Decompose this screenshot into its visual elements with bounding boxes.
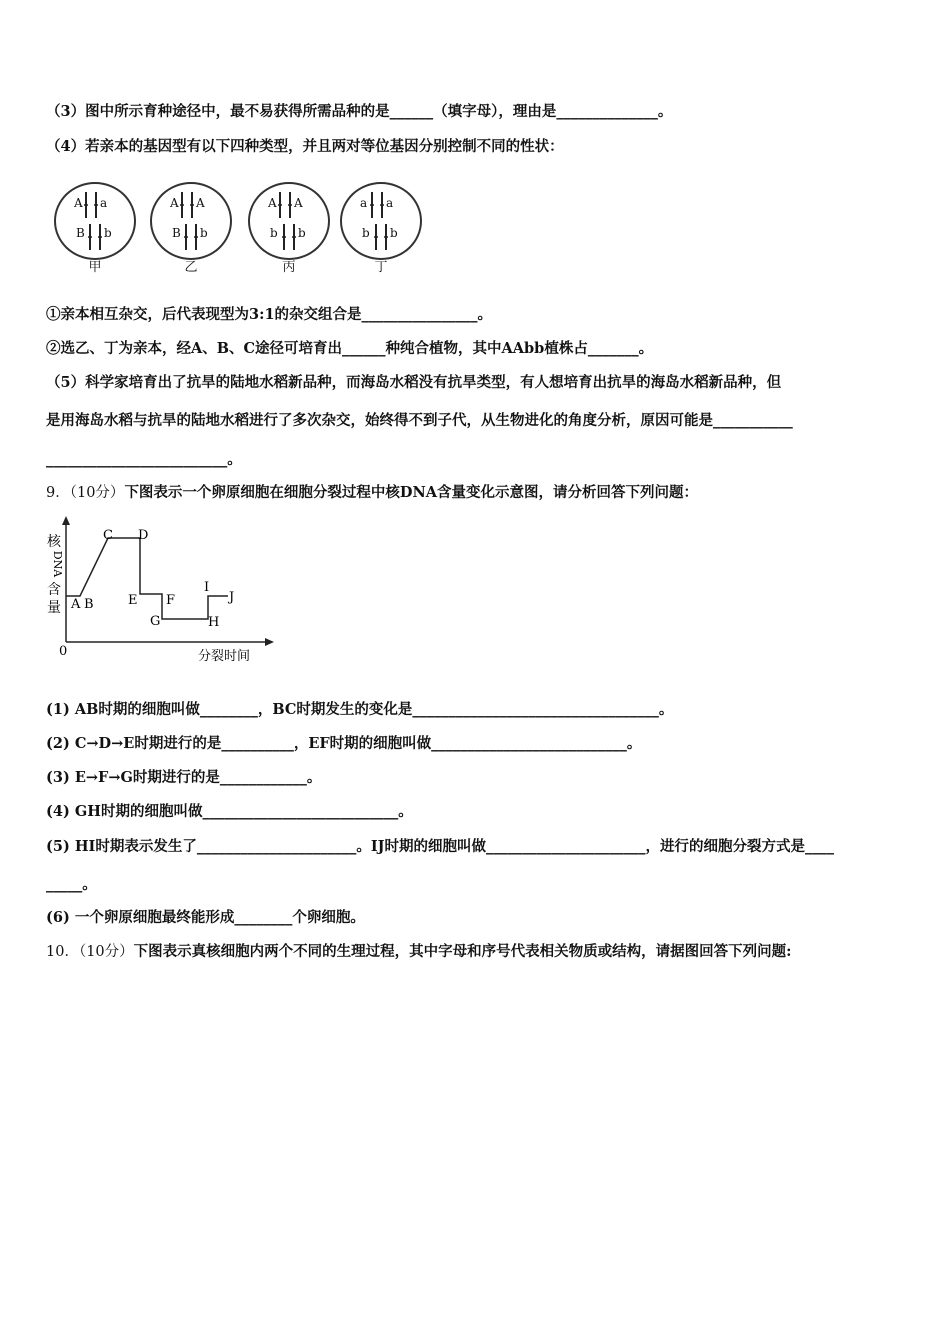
q8-part5-line3: _________________________。 [46, 451, 242, 468]
cell-diagram [50, 178, 140, 278]
allele-label: b [362, 226, 370, 240]
q9-answer-5-line2: _____。 [46, 876, 97, 893]
ylabel-char-4: 量 [47, 600, 61, 616]
chromosome-pairs [250, 184, 328, 258]
q9-answer-1: (1) AB时期的细胞叫做________，BC时期发生的变化是__________________________________。 [46, 701, 674, 718]
cell-label: 丙 [282, 260, 296, 275]
q10-stem-text: 下图表示真核细胞内两个不同的生理过程，其中字母和序号代表相关物质或结构，请据图回答下列问题: [133, 943, 792, 960]
cell-outline [150, 182, 232, 260]
point-label-D: D [138, 528, 149, 543]
dna-content-chart [40, 512, 280, 672]
ylabel-char-3: 含 [47, 582, 61, 598]
q8-part5-line1: （5）科学家培育出了抗旱的陆地水稻新品种，而海岛水稻没有抗旱类型，有人想培育出抗旱的海岛水稻新品种，但 [46, 374, 782, 391]
q10-stem [46, 942, 792, 962]
q10-number: 10．（10分） [46, 944, 134, 960]
q9-stem [46, 483, 698, 503]
allele-label: b [390, 226, 398, 240]
q8-part3: （3）图中所示育种途径中，最不易获得所需品种的是______（填字母），理由是______________。 [46, 103, 673, 120]
xlabel: 分裂时间 [198, 649, 251, 664]
cell-outline [340, 182, 422, 260]
q9-answer-6: (6) 一个卵原细胞最终能形成________个卵细胞。 [46, 909, 365, 926]
point-label-C: C [103, 528, 113, 543]
point-label-J: J [229, 590, 235, 605]
allele-label: A [74, 196, 83, 210]
cell-diagram [146, 178, 236, 278]
q8-part4: （4）若亲本的基因型有以下四种类型，并且两对等位基因分别控制不同的性状： [46, 138, 564, 155]
point-label-I: I [204, 580, 210, 595]
point-label-B: B [84, 597, 94, 612]
allele-label: A [268, 196, 277, 210]
cell-diagram [244, 178, 334, 278]
q9-answer-4: (4) GH时期的细胞叫做___________________________。 [46, 803, 413, 820]
x-axis-arrow [265, 638, 274, 646]
chromosome-pairs [342, 184, 420, 258]
cell-label: 甲 [88, 260, 102, 275]
cell-label: 丁 [374, 260, 388, 275]
q8-part5-line2: 是用海岛水稻与抗旱的陆地水稻进行了多次杂交，始终得不到子代，从生物进化的角度分析，原因可能是___________ [46, 412, 793, 429]
allele-label: B [76, 226, 85, 240]
q8-sub2: ②选乙、丁为亲本，经A、B、C途径可培育出______种纯合植物，其中AAbb植株占_______。 [46, 340, 654, 357]
q9-answer-3: (3) E→F→G时期进行的是____________。 [46, 769, 322, 786]
allele-label: b [104, 226, 112, 240]
ylabel-char-2: DNA [51, 550, 64, 578]
allele-label: b [298, 226, 306, 240]
q9-number: 9．（10分） [46, 485, 125, 501]
origin-label: 0 [59, 644, 68, 659]
cell-outline [248, 182, 330, 260]
allele-label: A [170, 196, 179, 210]
allele-label: a [100, 196, 108, 210]
q8-sub1: ①亲本相互杂交，后代表现型为3:1的杂交组合是________________。 [46, 306, 493, 323]
cell-diagram [336, 178, 426, 278]
point-label-G: G [150, 614, 161, 629]
point-label-H: H [208, 615, 220, 630]
chromosome-pairs [56, 184, 134, 258]
cell-label: 乙 [184, 260, 198, 275]
q9-stem-text: 下图表示一个卵原细胞在细胞分裂过程中核DNA含量变化示意图，请分析回答下列问题： [124, 484, 699, 501]
y-axis-arrow [62, 516, 70, 525]
q9-answer-2: (2) C→D→E时期进行的是__________，EF时期的细胞叫做___________________________。 [46, 735, 642, 752]
allele-label: a [360, 196, 368, 210]
genotype-cell-diagrams [50, 178, 430, 278]
point-label-A: A [71, 597, 81, 612]
chromosome-pairs [152, 184, 230, 258]
point-label-E: E [128, 593, 138, 608]
allele-label: a [386, 196, 394, 210]
allele-label: A [196, 196, 205, 210]
ylabel-char-1: 核 [47, 534, 61, 550]
point-label-F: F [166, 593, 176, 608]
cell-outline [54, 182, 136, 260]
allele-label: A [294, 196, 303, 210]
allele-label: b [200, 226, 208, 240]
q9-answer-5-line1: (5) HI时期表示发生了______________________。IJ时期的细胞叫做______________________，进行的细胞分裂方式是____ [46, 838, 834, 855]
allele-label: B [172, 226, 181, 240]
allele-label: b [270, 226, 278, 240]
